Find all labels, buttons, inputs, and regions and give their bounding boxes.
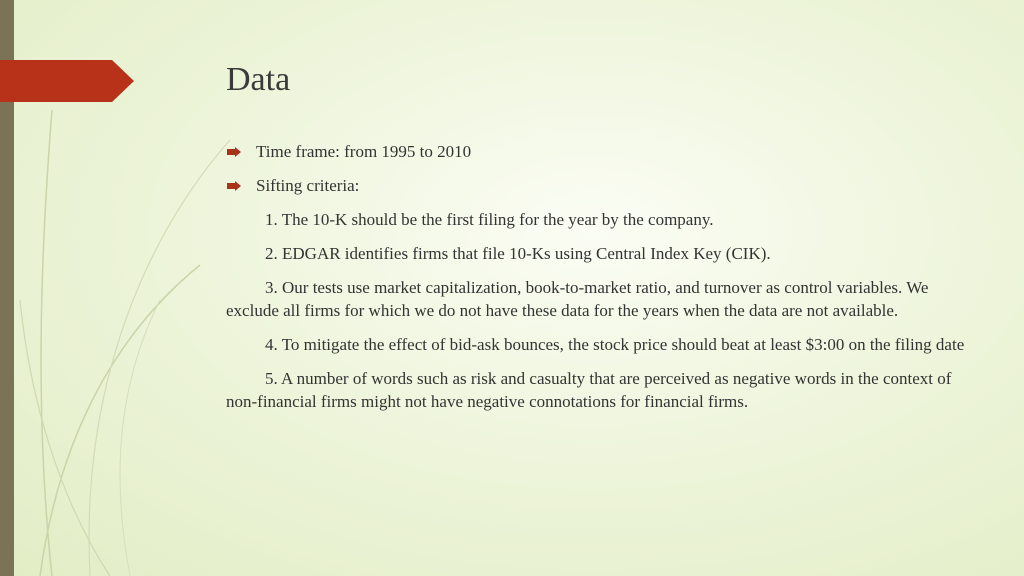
bullet-time-frame [226, 140, 966, 163]
criterion-4: 4. To mitigate the effect of bid-ask bounces, the stock price should beat at least $3:00 on the filing date [265, 335, 965, 354]
arrow-bullet-icon [227, 174, 241, 197]
slide-content [226, 140, 966, 424]
criterion-3: 3. Our tests use market capitalization, book-to-market ratio, and turnover as control variables. We exclude all firms for which we do not have these data for the years when the data are not available. [226, 278, 929, 320]
bullet-text: Sifting criteria: [256, 176, 360, 195]
title-accent-tab [0, 60, 134, 102]
bullet-text: Time frame: from 1995 to 2010 [256, 142, 472, 161]
slide-title: Data [226, 61, 291, 98]
bullet-sifting-criteria [226, 174, 966, 197]
criterion-2: 2. EDGAR identifies firms that file 10-Ks using Central Index Key (CIK). [265, 244, 771, 263]
criterion-5: 5. A number of words such as risk and casualty that are perceived as negative words in the context of non-financial firms might not have negative connotations for financial firms. [226, 369, 952, 411]
arrow-bullet-icon [227, 140, 241, 163]
criterion-1: 1. The 10-K should be the first filing for the year by the company. [265, 210, 714, 229]
